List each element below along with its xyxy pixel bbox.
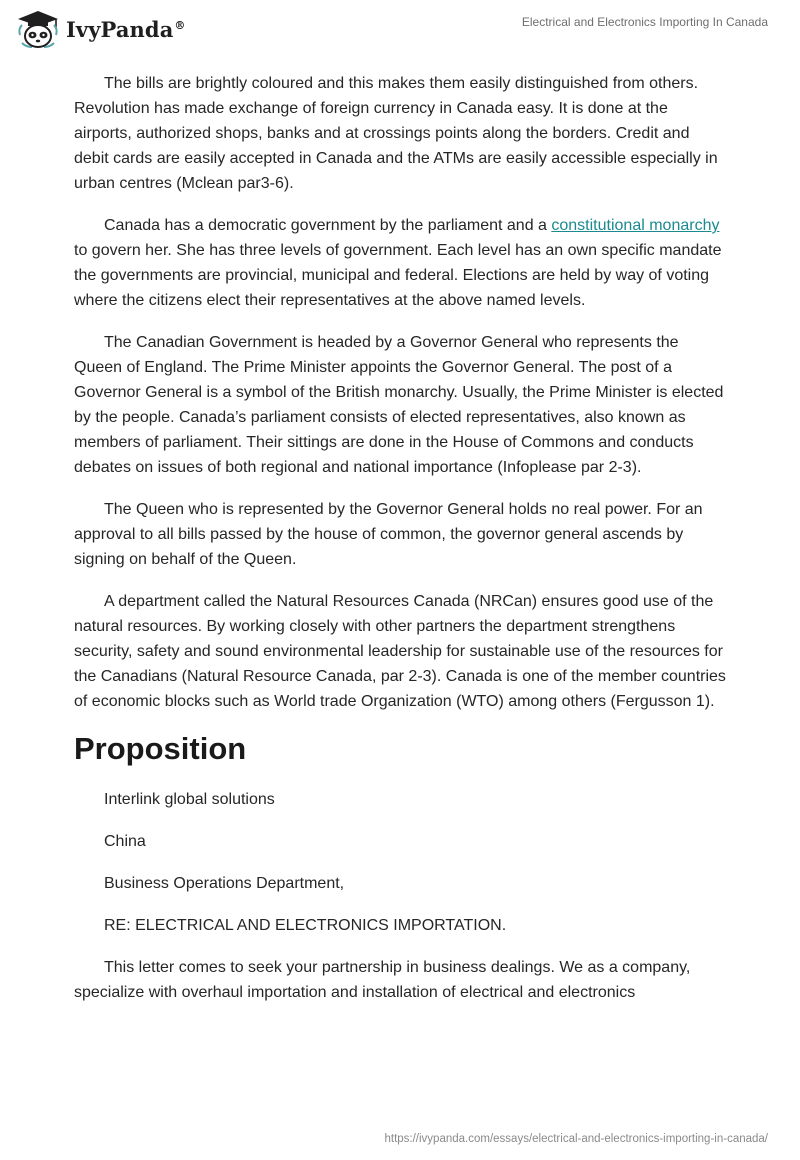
paragraph-government-after: to govern her. She has three levels of government. Each level has an own specific mandate the governments are provincial, municipal and federal. Elections are held by way of voting where the citizens elect their representatives at the above named levels. xyxy=(74,242,722,309)
paragraph-nrcan: A department called the Natural Resources Canada (NRCan) ensures good use of the natural resources. By working closely with other partners the department strengthens security, safety and sound environmental leadership for sustainable use of the resources for the Canadians (Natural Resource Canada, par 2-3). Canada is one of the member countries of economic blocks such as World trade Organization (WTO) among others (Fergusson 1). xyxy=(74,593,726,710)
paragraph-government xyxy=(74,213,726,313)
brand-name xyxy=(66,17,186,42)
brand-registered-mark: ® xyxy=(174,18,186,32)
letter-department: Business Operations Department, xyxy=(104,875,345,892)
page-header xyxy=(0,0,800,70)
paragraph-currency: The bills are brightly coloured and this makes them easily distinguished from others. Revolution has made exchange of foreign currency in Canada easy. It is done at the airports, authorized shops, banks and at crossings points along the borders. Credit and debit cards are easily accepted in Canada and the ATMs are easily accessible especially in urban centres (Mclean par3-6). xyxy=(74,75,718,192)
brand-text: IvyPanda xyxy=(66,16,174,42)
letter-subject: RE: ELECTRICAL AND ELECTRONICS IMPORTATION. xyxy=(104,917,507,934)
section-heading-proposition: Proposition xyxy=(74,731,247,766)
paragraph-queen: The Queen who is represented by the Governor General holds no real power. For an approval to all bills passed by the house of common, the governor general ascends by signing on behalf of the Queen. xyxy=(74,501,703,568)
ivypanda-logo[interactable] xyxy=(16,9,186,49)
document-title: Electrical and Electronics Importing In Canada xyxy=(521,15,768,29)
letter-recipient: Interlink global solutions xyxy=(104,791,275,808)
paragraph-government-before: Canada has a democratic government by the parliament and a xyxy=(104,217,552,234)
constitutional-monarchy-link[interactable]: constitutional monarchy xyxy=(551,217,720,234)
panda-graduate-icon xyxy=(16,9,60,49)
paragraph-governor-general: The Canadian Government is headed by a Governor General who represents the Queen of England. The Prime Minister appoints the Governor General. The post of a Governor General is a symbol of the British monarchy. Usually, the Prime Minister is elected by the people. Canada’s parliament consists of elected representatives, also known as members of parliament. Their sittings are done in the House of Commons and conducts debates on issues of both regional and national importance (Infoplease par 2-3). xyxy=(74,334,724,476)
essay-content xyxy=(74,71,726,1022)
letter-country: China xyxy=(104,833,146,850)
footer-url: https://ivypanda.com/essays/electrical-and-electronics-importing-in-canada/ xyxy=(384,1133,768,1145)
paragraph-letter-body: This letter comes to seek your partnership in business dealings. We as a company, specialize with overhaul importation and installation of electrical and electronics xyxy=(74,959,691,1001)
